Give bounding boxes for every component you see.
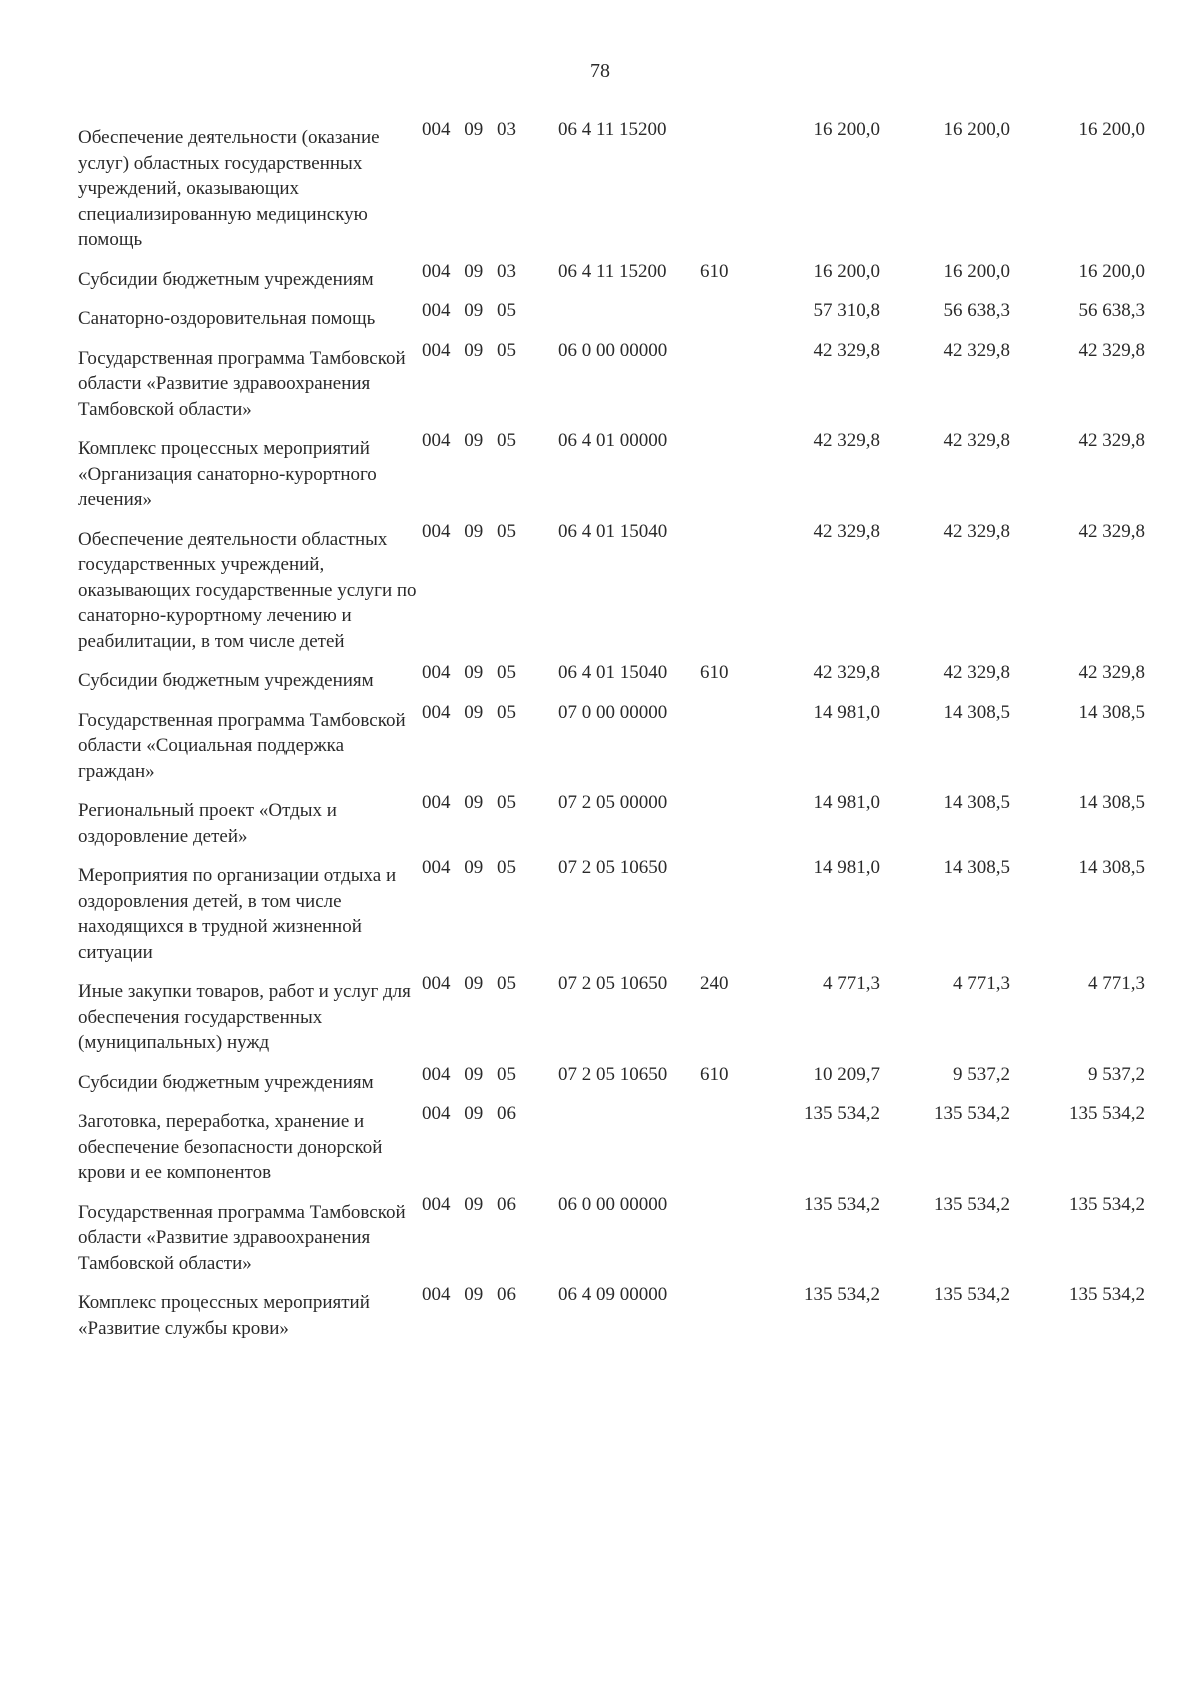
row-name: Санаторно-оздоровительная помощь <box>78 308 376 329</box>
row-year2: 135 534,2 <box>934 1193 1010 1215</box>
row-year2: 42 329,8 <box>943 339 1010 361</box>
table-row <box>0 700 1200 785</box>
row-year1: 42 329,8 <box>813 430 880 451</box>
row-year3: 42 329,8 <box>1078 662 1145 683</box>
row-name: Обеспечение деятельности областных государственных учреждений, оказывающих государственные услуги по санаторно-курортному лечению и реабилитации, в том числе детей <box>78 528 417 652</box>
row-codes: 004 09 05 <box>422 857 516 878</box>
row-name: Региональный проект «Отдых и оздоровление детей» <box>78 800 337 847</box>
table-row <box>0 338 1200 423</box>
row-year3: 16 200,0 <box>1078 260 1145 282</box>
table-row <box>0 1101 1200 1186</box>
row-year2: 56 638,3 <box>943 300 1010 321</box>
row-year1: 4 771,3 <box>823 973 880 994</box>
row-year2: 42 329,8 <box>943 520 1010 542</box>
row-year2: 42 329,8 <box>943 430 1010 451</box>
row-year3: 9 537,2 <box>1088 1063 1145 1085</box>
row-codes: 004 09 06 <box>422 1284 516 1305</box>
row-year3: 135 534,2 <box>1069 1284 1145 1305</box>
row-year3: 14 308,5 <box>1078 792 1145 813</box>
row-year3: 135 534,2 <box>1069 1103 1145 1124</box>
row-csr: 06 4 01 00000 <box>558 430 668 451</box>
row-name: Субсидии бюджетным учреждениям <box>78 1071 374 1093</box>
row-codes: 004 09 06 <box>422 1103 516 1124</box>
table-row <box>0 259 1200 293</box>
row-codes: 004 09 03 <box>422 260 516 282</box>
row-year1: 14 981,0 <box>813 857 880 878</box>
row-year3: 14 308,5 <box>1078 701 1145 723</box>
row-year2: 16 200,0 <box>943 260 1010 282</box>
row-codes: 004 09 05 <box>422 701 516 723</box>
row-year2: 42 329,8 <box>943 662 1010 683</box>
row-year3: 4 771,3 <box>1088 973 1145 994</box>
row-name: Государственная программа Тамбовской области «Развитие здравоохранения Тамбовской области» <box>78 1201 406 1274</box>
row-year2: 4 771,3 <box>953 973 1010 994</box>
row-year3: 135 534,2 <box>1069 1193 1145 1215</box>
row-csr: 07 2 05 00000 <box>558 792 668 813</box>
row-csr: 06 4 11 15200 <box>558 119 667 140</box>
row-year2: 14 308,5 <box>943 701 1010 723</box>
row-year2: 16 200,0 <box>943 119 1010 140</box>
row-year3: 42 329,8 <box>1078 430 1145 451</box>
row-year1: 135 534,2 <box>804 1284 880 1305</box>
row-csr: 06 0 00 00000 <box>558 1193 668 1215</box>
row-year1: 42 329,8 <box>813 339 880 361</box>
table-row <box>0 971 1200 1056</box>
table-row <box>0 117 1200 253</box>
row-year1: 16 200,0 <box>813 119 880 140</box>
row-name: Комплекс процессных мероприятий «Организация санаторно-курортного лечения» <box>78 438 377 510</box>
row-codes: 004 09 06 <box>422 1193 516 1215</box>
row-year3: 42 329,8 <box>1078 520 1145 542</box>
row-year3: 42 329,8 <box>1078 339 1145 361</box>
row-year1: 42 329,8 <box>813 662 880 683</box>
table-row <box>0 1062 1200 1096</box>
row-vr: 240 <box>700 973 729 994</box>
table-row <box>0 298 1200 332</box>
row-codes: 004 09 05 <box>422 973 516 994</box>
row-name: Субсидии бюджетным учреждениям <box>78 268 374 290</box>
row-name: Государственная программа Тамбовской области «Развитие здравоохранения Тамбовской области» <box>78 347 406 420</box>
row-year2: 135 534,2 <box>934 1103 1010 1124</box>
row-year2: 14 308,5 <box>943 857 1010 878</box>
row-year1: 14 981,0 <box>813 701 880 723</box>
row-name: Комплекс процессных мероприятий «Развитие службы крови» <box>78 1292 370 1339</box>
row-year1: 42 329,8 <box>813 520 880 542</box>
row-year3: 14 308,5 <box>1078 857 1145 878</box>
row-year3: 16 200,0 <box>1078 119 1145 140</box>
row-year1: 14 981,0 <box>813 792 880 813</box>
row-year2: 135 534,2 <box>934 1284 1010 1305</box>
row-year1: 135 534,2 <box>804 1103 880 1124</box>
row-year1: 10 209,7 <box>813 1063 880 1085</box>
row-csr: 07 2 05 10650 <box>558 1063 668 1085</box>
page-number: 78 <box>590 60 610 82</box>
table-row <box>0 428 1200 513</box>
row-csr: 06 0 00 00000 <box>558 339 668 361</box>
row-codes: 004 09 05 <box>422 662 516 683</box>
row-name: Иные закупки товаров, работ и услуг для обеспечения государственных (муниципальных) нужд <box>78 981 411 1053</box>
row-csr: 06 4 09 00000 <box>558 1284 668 1305</box>
row-name: Мероприятия по организации отдыха и оздоровления детей, в том числе находящихся в трудной жизненной ситуации <box>78 865 397 963</box>
table-row <box>0 855 1200 965</box>
row-name: Субсидии бюджетным учреждениям <box>78 670 374 691</box>
row-csr: 07 2 05 10650 <box>558 973 668 994</box>
row-vr: 610 <box>700 1063 729 1085</box>
row-year1: 135 534,2 <box>804 1193 880 1215</box>
row-codes: 004 09 05 <box>422 430 516 451</box>
table-row <box>0 660 1200 694</box>
row-csr: 07 2 05 10650 <box>558 857 668 878</box>
row-codes: 004 09 05 <box>422 1063 516 1085</box>
row-vr: 610 <box>700 662 729 683</box>
row-year1: 16 200,0 <box>813 260 880 282</box>
table-row <box>0 519 1200 655</box>
row-codes: 004 09 05 <box>422 339 516 361</box>
row-vr: 610 <box>700 260 729 282</box>
row-csr: 06 4 11 15200 <box>558 260 667 282</box>
row-codes: 004 09 03 <box>422 119 516 140</box>
row-csr: 06 4 01 15040 <box>558 662 668 683</box>
row-name: Обеспечение деятельности (оказание услуг) областных государственных учреждений, оказывающих специализированную медицинскую помощь <box>78 127 380 250</box>
table-row <box>0 1282 1200 1341</box>
row-codes: 004 09 05 <box>422 300 516 321</box>
budget-table <box>0 117 1200 1347</box>
row-csr: 07 0 00 00000 <box>558 701 668 723</box>
row-year2: 9 537,2 <box>953 1063 1010 1085</box>
row-codes: 004 09 05 <box>422 520 516 542</box>
table-row <box>0 790 1200 849</box>
row-year2: 14 308,5 <box>943 792 1010 813</box>
row-year3: 56 638,3 <box>1078 300 1145 321</box>
table-row <box>0 1192 1200 1277</box>
row-name: Государственная программа Тамбовской области «Социальная поддержка граждан» <box>78 709 406 782</box>
row-csr: 06 4 01 15040 <box>558 520 668 542</box>
row-codes: 004 09 05 <box>422 792 516 813</box>
row-name: Заготовка, переработка, хранение и обеспечение безопасности донорской крови и ее компонентов <box>78 1111 383 1183</box>
row-year1: 57 310,8 <box>813 300 880 321</box>
